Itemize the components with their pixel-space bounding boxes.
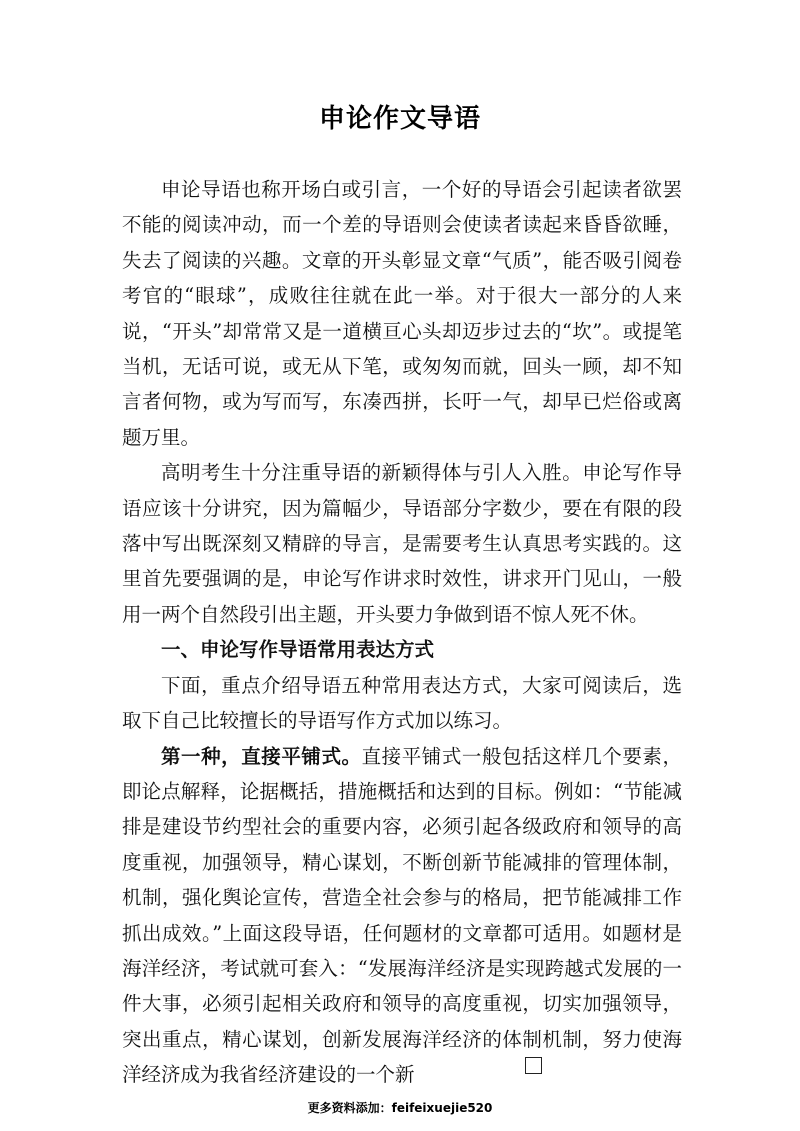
method-paragraph — [122, 739, 682, 1093]
checkbox-square[interactable] — [525, 1057, 542, 1074]
section-heading: 一、申论写作导语常用表达方式 — [161, 638, 435, 662]
section-paragraph: 下面，重点介绍导语五种常用表达方式，大家可阅读后，选取下自己比较擅长的导语写作方式加以练习。 — [122, 673, 682, 733]
method-lead: 第一种，直接平铺式。 — [161, 744, 362, 768]
second-paragraph: 高明考生十分注重导语的新颖得体与引人入胜。申论写作导语应该十分讲究，因为篇幅少，导语部分字数少，要在有限的段落中写出既深刻又精辟的导言，是需要考生认真思考实践的。这里首先要强调的是，申论写作讲求时效性，讲求开门见山，一般用一两个自然段引出主题，开头要力争做到语不惊人死不休。 — [122, 461, 682, 626]
document-title: 申论作文导语 — [318, 104, 481, 134]
footer-note: 更多资料添加：feifeixuejie520 — [307, 1101, 493, 1115]
document-body — [122, 172, 682, 1093]
intro-paragraph: 申论导语也称开场白或引言，一个好的导语会引起读者欲罢不能的阅读冲动，而一个差的导语则会使读者读起来昏昏欲睡，失去了阅读的兴趣。文章的开头彰显文章“气质”，能否吸引阅卷考官的“眼球”，成败往往就在此一举。对于很大一部分的人来说，“开头”却常常又是一道横亘心头却迈步过去的“坎”。或提笔当机，无话可说，或无从下笔，或匆匆而就，回头一顾，却不知言者何物，或为写而写，东凑西拼，长吁一气，却早已烂俗或离题万里。 — [122, 178, 682, 449]
method-text: 直接平铺式一般包括这样几个要素，即论点解释，论据概括，措施概括和达到的目标。例如：“节能减排是建设节约型社会的重要内容，必须引起各级政府和领导的高度重视，加强领导，精心谋划，不断创新节能减排的管理体制，机制，强化舆论宣传，营造全社会参与的格局，把节能减排工作抓出成效。”上面这段导语，任何题材的文章都可适用。如题材是海洋经济，考试就可套入：“发展海洋经济是实现跨越式发展的一件大事，必须引起相关政府和领导的高度重视，切实加强领导，突出重点，精心谋划，创新发展海洋经济的体制机制，努力使海洋经济成为我省经济建设的一个新 — [122, 744, 682, 1087]
